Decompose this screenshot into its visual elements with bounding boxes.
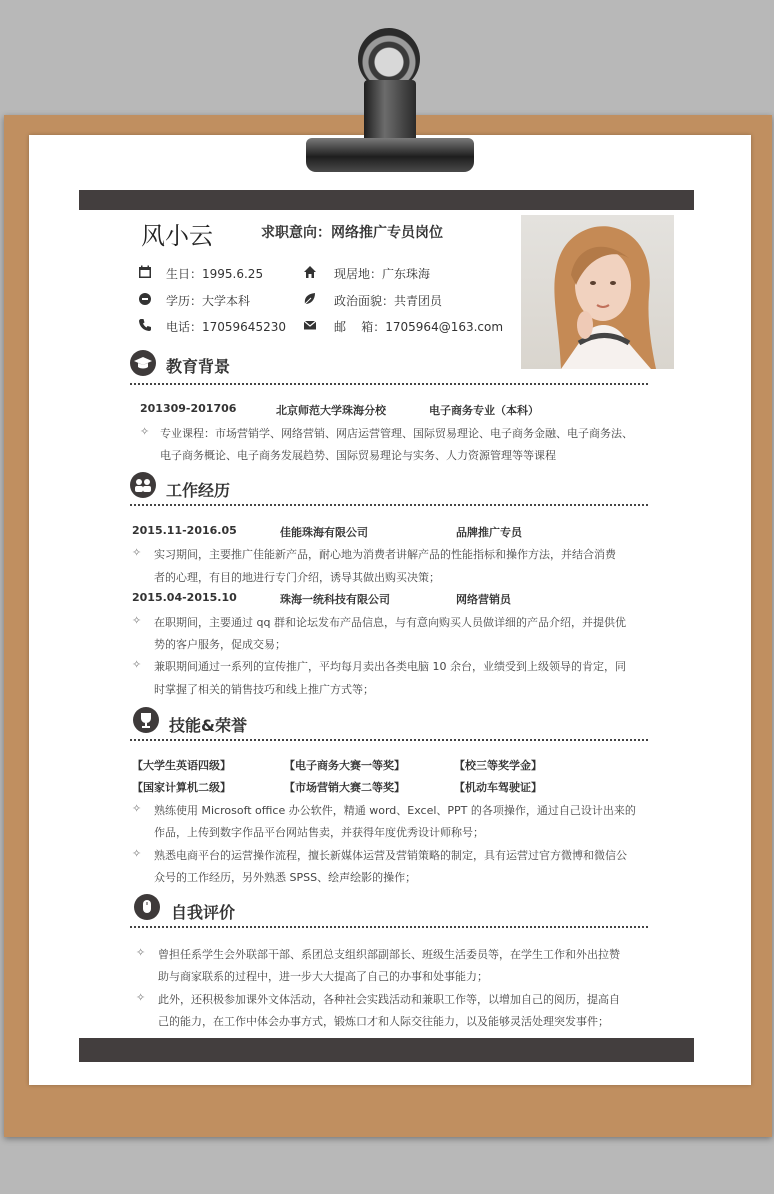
edu-major: 电子商务专业（本科） bbox=[429, 404, 539, 417]
self-eval1-line2: 助与商家联系的过程中，进一步大大提高了自己的办事和处事能力； bbox=[158, 970, 488, 983]
divider-self bbox=[130, 926, 648, 928]
award-item: 【机动车驾驶证】 bbox=[454, 781, 542, 794]
bullet-marker: ✧ bbox=[140, 425, 150, 438]
section-title-work: 工作经历 bbox=[166, 481, 231, 500]
job2-period: 2015.04-2015.10 bbox=[132, 591, 237, 604]
education-level: 学历：大学本科 bbox=[166, 294, 251, 308]
birthday: 生日：1995.6.25 bbox=[166, 267, 264, 281]
job2-company: 珠海一统科技有限公司 bbox=[280, 593, 390, 606]
section-title-education: 教育背景 bbox=[166, 357, 231, 376]
section-title-self: 自我评价 bbox=[171, 903, 236, 922]
award-item: 【市场营销大赛二等奖】 bbox=[284, 781, 405, 794]
phone: 电话：17059645230 bbox=[166, 320, 286, 334]
edu-period: 201309-201706 bbox=[140, 402, 237, 415]
skill1-line1: 熟练使用 Microsoft office 办公软件，精通 word、Excel、PPT 的各项操作，通过自己设计出来的 bbox=[154, 804, 636, 817]
email: 邮 箱：1705964@163.com bbox=[334, 320, 504, 334]
trophy-icon bbox=[133, 707, 159, 733]
mail-icon bbox=[303, 318, 317, 332]
job2-desc1-line2: 势的客户服务，促成交易； bbox=[154, 638, 286, 651]
job1-desc-line1: 实习期间，主要推广佳能新产品，耐心地为消费者讲解产品的性能指标和操作方法，并结合消费 bbox=[154, 548, 616, 561]
edu-courses-line2: 电子商务概论、电子商务发展趋势、国际贸易理论与实务、人力资源管理等等课程 bbox=[160, 449, 556, 462]
footer-bar bbox=[79, 1038, 694, 1062]
resume-name: 风小云 bbox=[141, 222, 213, 250]
team-icon bbox=[130, 472, 156, 498]
job2-position: 网络营销员 bbox=[456, 593, 511, 606]
bullet-marker: ✧ bbox=[132, 658, 142, 671]
divider-work bbox=[130, 504, 648, 506]
divider-education bbox=[130, 383, 648, 385]
mouse-icon bbox=[134, 894, 160, 920]
clip-body bbox=[364, 80, 416, 144]
edu-school: 北京师范大学珠海分校 bbox=[276, 404, 386, 417]
award-item: 【国家计算机二级】 bbox=[132, 781, 231, 794]
bullet-marker: ✧ bbox=[132, 802, 142, 815]
job1-company: 佳能珠海有限公司 bbox=[280, 526, 368, 539]
self-eval2-line2: 己的能力，在工作中体会办事方式，锻炼口才和人际交往能力，以及能够灵活处理突发事件； bbox=[158, 1015, 609, 1028]
skill2-line1: 熟悉电商平台的运营操作流程，擅长新媒体运营及营销策略的制定，具有运营过官方微博和微信公 bbox=[154, 849, 627, 862]
award-item: 【校三等奖学金】 bbox=[454, 759, 542, 772]
edu-courses-line1: 专业课程：市场营销学、网络营销、网店运营管理、国际贸易理论、电子商务金融、电子商务法、 bbox=[160, 427, 633, 440]
self-eval2-line1: 此外，还积极参加课外文体活动，各种社会实践活动和兼职工作等，以增加自己的阅历，提高自 bbox=[158, 993, 620, 1006]
header-bar bbox=[79, 190, 694, 210]
job2-desc1-line1: 在职期间，主要通过 qq 群和论坛发布产品信息，与有意向购买人员做详细的产品介绍，并提供优 bbox=[154, 616, 626, 629]
section-title-skills: 技能&荣誉 bbox=[169, 716, 247, 735]
leaf-icon bbox=[303, 292, 317, 306]
self-eval1-line1: 曾担任系学生会外联部干部、系团总支组织部副部长、班级生活委员等，在学生工作和外出拉赞 bbox=[158, 948, 620, 961]
bullet-marker: ✧ bbox=[132, 847, 142, 860]
award-item: 【大学生英语四级】 bbox=[132, 759, 231, 772]
bullet-marker: ✧ bbox=[132, 614, 142, 627]
residence: 现居地：广东珠海 bbox=[334, 267, 431, 281]
award-item: 【电子商务大赛一等奖】 bbox=[284, 759, 405, 772]
bullet-marker: ✧ bbox=[136, 991, 146, 1004]
skill1-line2: 作品，上传到数字作品平台网站售卖，并获得年度优秀设计师称号； bbox=[154, 826, 484, 839]
bullet-marker: ✧ bbox=[136, 946, 146, 959]
job1-period: 2015.11-2016.05 bbox=[132, 524, 237, 537]
job-intent: 求职意向：网络推广专员岗位 bbox=[261, 225, 443, 241]
phone-icon bbox=[138, 318, 152, 332]
divider-skills bbox=[130, 739, 648, 741]
bullet-marker: ✧ bbox=[132, 546, 142, 559]
calendar-icon bbox=[138, 265, 152, 279]
job1-position: 品牌推广专员 bbox=[456, 526, 522, 539]
skill2-line2: 众号的工作经历，另外熟悉 SPSS、绘声绘影的操作； bbox=[154, 871, 417, 884]
job2-desc2-line1: 兼职期间通过一系列的宣传推广，平均每月卖出各类电脑 10 余台，业绩受到上级领导的肯定，同 bbox=[154, 660, 626, 673]
job1-desc-line2: 者的心理，有目的地进行专门介绍，诱导其做出购买决策； bbox=[154, 571, 440, 584]
education-icon bbox=[138, 292, 152, 306]
clip-base bbox=[306, 138, 474, 172]
graduation-cap-icon bbox=[130, 350, 156, 376]
political-status: 政治面貌：共青团员 bbox=[334, 294, 443, 308]
job2-desc2-line2: 时掌握了相关的销售技巧和线上推广方式等； bbox=[154, 683, 374, 696]
home-icon bbox=[303, 265, 317, 279]
profile-photo bbox=[521, 215, 674, 369]
